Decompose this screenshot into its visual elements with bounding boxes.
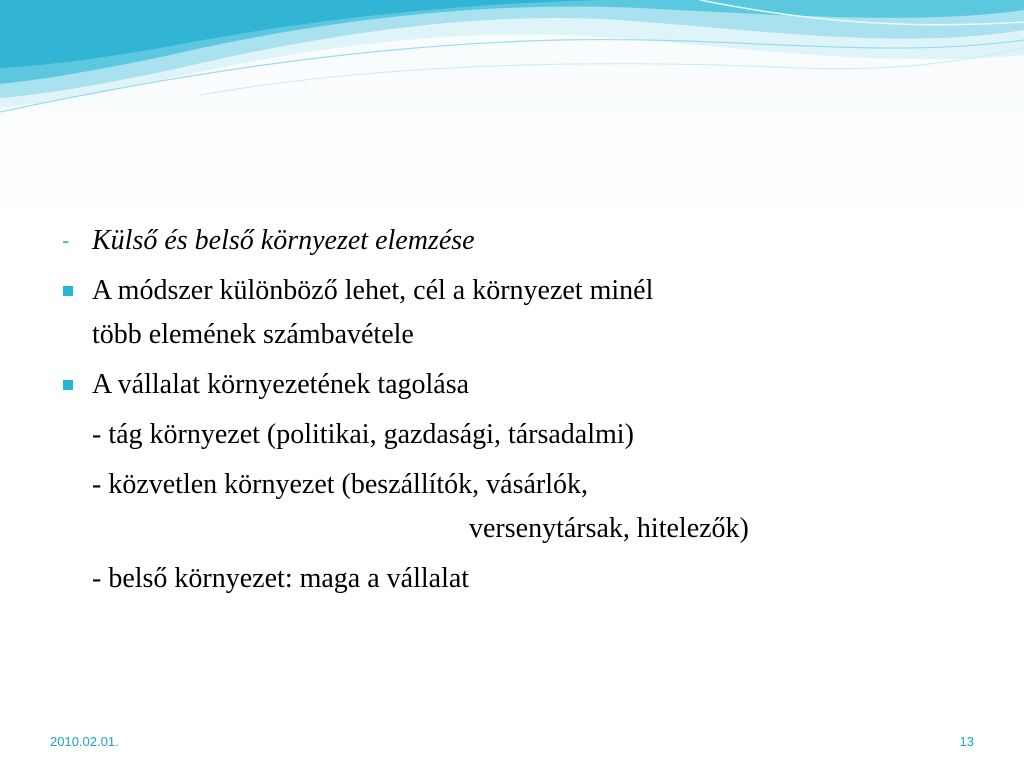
bullet-item: [60, 363, 960, 407]
bullet-text-line: több elemének számbavétele: [92, 319, 414, 350]
bullet-text: A vállalat környezetének tagolása: [92, 369, 470, 400]
bullet-item: [60, 557, 960, 601]
dash-bullet-icon: [60, 219, 80, 263]
footer-page-number: 13: [959, 734, 974, 749]
footer-date: 2010.02.01.: [50, 734, 119, 749]
bullet-text: [92, 463, 960, 551]
dash-glyph: -: [62, 228, 70, 253]
bullet-text: [92, 269, 960, 357]
bullet-text-line: A módszer különböző lehet, cél a környezet minél: [92, 275, 654, 306]
bullet-text-line: versenytársak, hitelezők): [469, 513, 749, 544]
square-glyph: [63, 380, 73, 390]
no-bullet-spacer: [60, 557, 80, 601]
bullet-item: [60, 269, 960, 357]
bullet-text: - belső környezet: maga a vállalat: [92, 563, 470, 594]
bullet-text: Külső és belső környezet elemzése: [92, 225, 475, 256]
square-glyph: [63, 286, 73, 296]
bullet-item: [60, 219, 960, 263]
header-wave-decoration: [0, 0, 1024, 130]
bullet-text: - tág környezet (politikai, gazdasági, társadalmi): [92, 419, 634, 450]
bullet-text-line: - közvetlen környezet (beszállítók, vásárlók,: [92, 469, 589, 500]
slide-body: [60, 222, 960, 610]
square-bullet-icon: [60, 363, 80, 407]
square-bullet-icon: [60, 269, 80, 313]
no-bullet-spacer: [60, 463, 80, 507]
bullet-item: [60, 463, 960, 551]
no-bullet-spacer: [60, 413, 80, 457]
bullet-item: [60, 413, 960, 457]
